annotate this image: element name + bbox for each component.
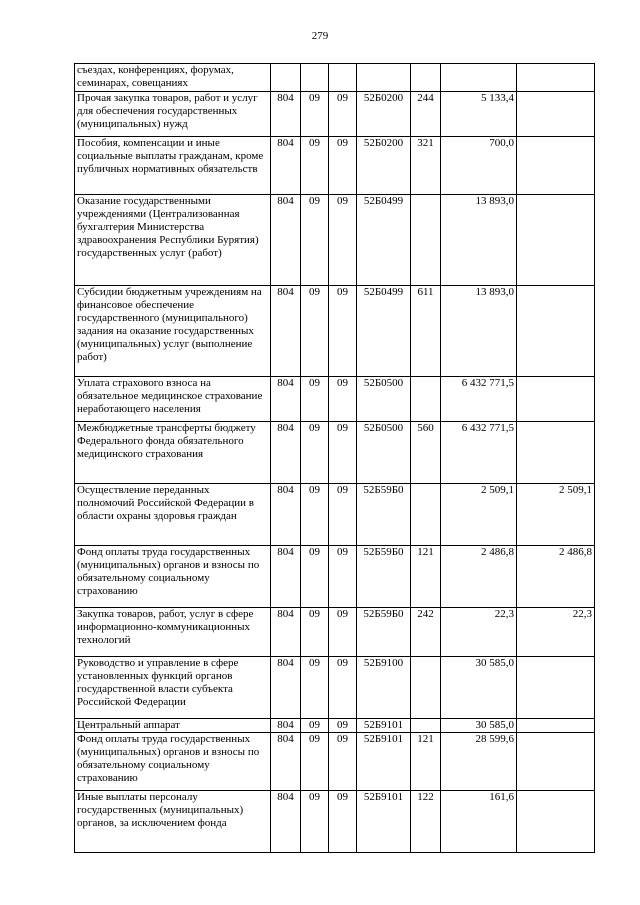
table-row: [75, 719, 595, 733]
table-row: [75, 64, 595, 92]
section-code-cell: 09: [301, 657, 329, 719]
target-article-cell: 52Б0499: [357, 286, 411, 377]
amount-cell: 13 893,0: [441, 286, 517, 377]
expense-type-cell: 321: [411, 137, 441, 195]
ministry-code-cell: 804: [271, 791, 301, 853]
table-row: [75, 791, 595, 853]
expense-type-cell: [411, 719, 441, 733]
subsection-code-cell: 09: [329, 791, 357, 853]
subsection-code-cell: 09: [329, 286, 357, 377]
expense-type-cell: 244: [411, 92, 441, 137]
amount-cell: 700,0: [441, 137, 517, 195]
amount-cell: 22,3: [441, 608, 517, 657]
expense-type-cell: [411, 195, 441, 286]
table-row: [75, 484, 595, 546]
expense-type-cell: 611: [411, 286, 441, 377]
subvention-amount-cell: 2 509,1: [517, 484, 595, 546]
target-article-cell: 52Б59Б0: [357, 484, 411, 546]
subvention-amount-cell: [517, 92, 595, 137]
section-code-cell: 09: [301, 546, 329, 608]
row-name-cell: Центральный аппарат: [75, 719, 271, 733]
ministry-code-cell: 804: [271, 608, 301, 657]
subsection-code-cell: [329, 64, 357, 92]
expense-type-cell: 242: [411, 608, 441, 657]
expense-type-cell: [411, 377, 441, 422]
target-article-cell: 52Б9100: [357, 657, 411, 719]
subvention-amount-cell: [517, 286, 595, 377]
target-article-cell: 52Б9101: [357, 719, 411, 733]
subsection-code-cell: 09: [329, 422, 357, 484]
section-code-cell: 09: [301, 608, 329, 657]
row-name-cell: Фонд оплаты труда государственных (муниципальных) органов и взносы по обязательному социальному страхованию: [75, 733, 271, 791]
subvention-amount-cell: [517, 733, 595, 791]
table-row: [75, 195, 595, 286]
table-row: [75, 92, 595, 137]
amount-cell: 6 432 771,5: [441, 377, 517, 422]
section-code-cell: 09: [301, 733, 329, 791]
amount-cell: 2 509,1: [441, 484, 517, 546]
expense-type-cell: [411, 484, 441, 546]
subsection-code-cell: 09: [329, 719, 357, 733]
ministry-code-cell: 804: [271, 137, 301, 195]
ministry-code-cell: 804: [271, 286, 301, 377]
ministry-code-cell: 804: [271, 657, 301, 719]
row-name-cell: Фонд оплаты труда государственных (муниципальных) органов и взносы по обязательному социальному страхованию: [75, 546, 271, 608]
target-article-cell: 52Б59Б0: [357, 546, 411, 608]
subsection-code-cell: 09: [329, 92, 357, 137]
ministry-code-cell: [271, 64, 301, 92]
subvention-amount-cell: [517, 137, 595, 195]
table-row: [75, 657, 595, 719]
table-row: [75, 377, 595, 422]
target-article-cell: 52Б0200: [357, 137, 411, 195]
target-article-cell: 52Б9101: [357, 733, 411, 791]
row-name-cell: Осуществление переданных полномочий Российской Федерации в области охраны здоровья граждан: [75, 484, 271, 546]
ministry-code-cell: 804: [271, 719, 301, 733]
amount-cell: 5 133,4: [441, 92, 517, 137]
subsection-code-cell: 09: [329, 657, 357, 719]
subsection-code-cell: 09: [329, 137, 357, 195]
target-article-cell: 52Б9101: [357, 791, 411, 853]
expense-type-cell: [411, 64, 441, 92]
amount-cell: 28 599,6: [441, 733, 517, 791]
row-name-cell: Оказание государственными учреждениями (Централизованная бухгалтерия Министерства здравоохранения Республики Бурятия) государственных услуг (работ): [75, 195, 271, 286]
section-code-cell: [301, 64, 329, 92]
subsection-code-cell: 09: [329, 377, 357, 422]
table-row: [75, 733, 595, 791]
row-name-cell: Закупка товаров, работ, услуг в сфере информационно-коммуникационных технологий: [75, 608, 271, 657]
target-article-cell: 52Б59Б0: [357, 608, 411, 657]
expense-type-cell: 121: [411, 733, 441, 791]
row-name-cell: съездах, конференциях, форумах, семинарах, совещаниях: [75, 64, 271, 92]
expense-type-cell: 560: [411, 422, 441, 484]
amount-cell: 161,6: [441, 791, 517, 853]
target-article-cell: 52Б0499: [357, 195, 411, 286]
ministry-code-cell: 804: [271, 195, 301, 286]
subvention-amount-cell: [517, 377, 595, 422]
table-row: [75, 608, 595, 657]
section-code-cell: 09: [301, 137, 329, 195]
target-article-cell: [357, 64, 411, 92]
subvention-amount-cell: [517, 195, 595, 286]
subsection-code-cell: 09: [329, 195, 357, 286]
subvention-amount-cell: [517, 64, 595, 92]
target-article-cell: 52Б0200: [357, 92, 411, 137]
subsection-code-cell: 09: [329, 608, 357, 657]
row-name-cell: Прочая закупка товаров, работ и услуг для обеспечения государственных (муниципальных) нужд: [75, 92, 271, 137]
amount-cell: 30 585,0: [441, 657, 517, 719]
row-name-cell: Субсидии бюджетным учреждениям на финансовое обеспечение государственного (муниципального) задания на оказание государственных (муниципальных) услуг (выполнение работ): [75, 286, 271, 377]
amount-cell: 2 486,8: [441, 546, 517, 608]
amount-cell: 30 585,0: [441, 719, 517, 733]
row-name-cell: Пособия, компенсации и иные социальные выплаты гражданам, кроме публичных нормативных обязательств: [75, 137, 271, 195]
expense-type-cell: 121: [411, 546, 441, 608]
table-row: [75, 546, 595, 608]
subvention-amount-cell: [517, 719, 595, 733]
section-code-cell: 09: [301, 484, 329, 546]
section-code-cell: 09: [301, 92, 329, 137]
amount-cell: 6 432 771,5: [441, 422, 517, 484]
row-name-cell: Уплата страхового взноса на обязательное медицинское страхование неработающего населения: [75, 377, 271, 422]
section-code-cell: 09: [301, 719, 329, 733]
subsection-code-cell: 09: [329, 733, 357, 791]
subsection-code-cell: 09: [329, 546, 357, 608]
expense-type-cell: 122: [411, 791, 441, 853]
ministry-code-cell: 804: [271, 422, 301, 484]
subvention-amount-cell: 2 486,8: [517, 546, 595, 608]
target-article-cell: 52Б0500: [357, 377, 411, 422]
subvention-amount-cell: [517, 791, 595, 853]
ministry-code-cell: 804: [271, 484, 301, 546]
subvention-amount-cell: 22,3: [517, 608, 595, 657]
amount-cell: 13 893,0: [441, 195, 517, 286]
table-row: [75, 286, 595, 377]
section-code-cell: 09: [301, 195, 329, 286]
row-name-cell: Руководство и управление в сфере установленных функций органов государственной власти субъекта Российской Федерации: [75, 657, 271, 719]
target-article-cell: 52Б0500: [357, 422, 411, 484]
ministry-code-cell: 804: [271, 546, 301, 608]
row-name-cell: Межбюджетные трансферты бюджету Федерального фонда обязательного медицинского страхования: [75, 422, 271, 484]
expense-type-cell: [411, 657, 441, 719]
ministry-code-cell: 804: [271, 733, 301, 791]
budget-table: [74, 63, 595, 853]
section-code-cell: 09: [301, 791, 329, 853]
section-code-cell: 09: [301, 286, 329, 377]
amount-cell: [441, 64, 517, 92]
row-name-cell: Иные выплаты персоналу государственных (муниципальных) органов, за исключением фонда: [75, 791, 271, 853]
section-code-cell: 09: [301, 422, 329, 484]
ministry-code-cell: 804: [271, 377, 301, 422]
subvention-amount-cell: [517, 657, 595, 719]
section-code-cell: 09: [301, 377, 329, 422]
table-row: [75, 422, 595, 484]
subvention-amount-cell: [517, 422, 595, 484]
page-number: 279: [311, 30, 329, 42]
ministry-code-cell: 804: [271, 92, 301, 137]
subsection-code-cell: 09: [329, 484, 357, 546]
table-row: [75, 137, 595, 195]
